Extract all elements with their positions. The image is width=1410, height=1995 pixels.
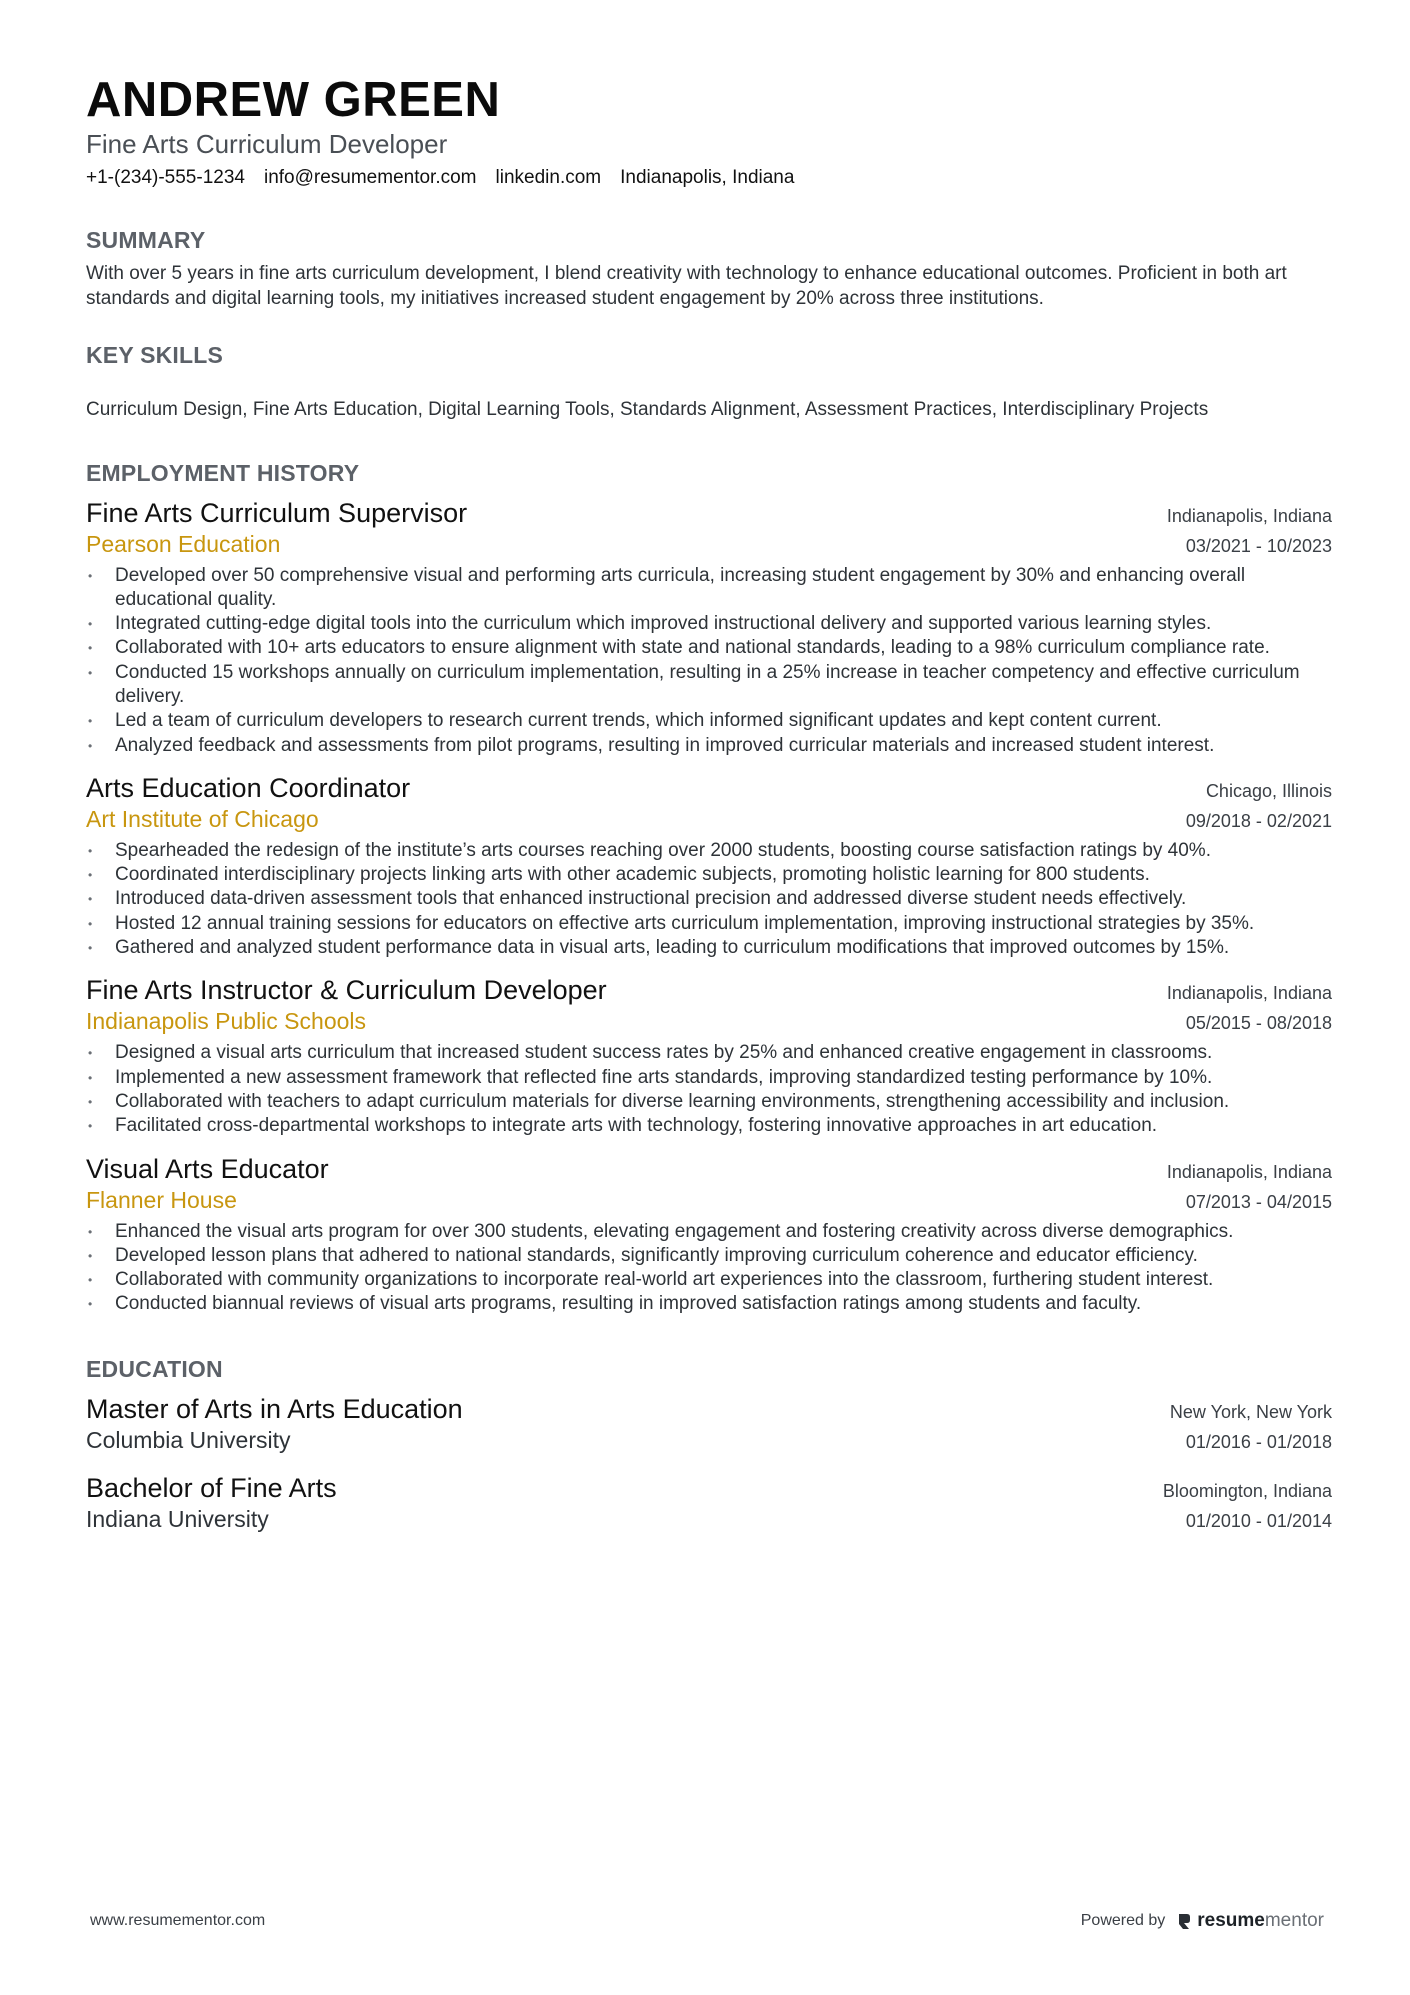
job-bullet: • Collaborated with teachers to adapt curriculum materials for diverse learning environments, strengthening accessibility and inclusion. bbox=[86, 1090, 1332, 1114]
job-bullet: • Spearheaded the redesign of the institute’s arts courses reaching over 2000 students, boosting course satisfaction ratings by 40%. bbox=[86, 839, 1332, 863]
job-title: Fine Arts Curriculum Supervisor bbox=[86, 497, 468, 528]
edu-degree: Master of Arts in Arts Education bbox=[86, 1393, 463, 1424]
powered-by-label: Powered by bbox=[1080, 1912, 1166, 1929]
job-bullet: • Collaborated with 10+ arts educators to ensure alignment with state and national standards, leading to a 98% curriculum compliance rate. bbox=[86, 636, 1332, 660]
education-entry bbox=[86, 1393, 1332, 1456]
job-bullet: • Analyzed feedback and assessments from pilot programs, resulting in improved curricular materials and increased student interest. bbox=[86, 734, 1332, 758]
job-bullet: • Collaborated with community organizations to incorporate real-world art experiences into the classroom, furthering student interest. bbox=[86, 1268, 1332, 1292]
footer-brand bbox=[1081, 1910, 1324, 1932]
job-header-row bbox=[86, 497, 1332, 530]
edu-school: Indiana University bbox=[86, 1505, 269, 1532]
contact-location: Indianapolis, Indiana bbox=[620, 167, 795, 188]
job-subheader-row bbox=[86, 1007, 1332, 1037]
candidate-name: ANDREW GREEN bbox=[86, 73, 501, 127]
job-location: Indianapolis, Indiana bbox=[1166, 983, 1332, 1004]
brand-name-rest: mentor bbox=[1264, 1910, 1324, 1931]
edu-dates: 01/2016 - 01/2018 bbox=[1185, 1431, 1332, 1452]
job-company: Pearson Education bbox=[86, 530, 281, 557]
brand-logo-icon bbox=[1177, 1912, 1191, 1930]
resume-page bbox=[86, 72, 1332, 1535]
job-title: Arts Education Coordinator bbox=[86, 772, 411, 803]
edu-dates: 01/2010 - 01/2014 bbox=[1185, 1510, 1332, 1531]
job-location: Indianapolis, Indiana bbox=[1166, 505, 1332, 526]
job-bullets bbox=[86, 1041, 1332, 1138]
job-subheader-row bbox=[86, 1186, 1332, 1216]
job-company: Flanner House bbox=[86, 1186, 237, 1213]
footer-website[interactable]: www.resumementor.com bbox=[90, 1912, 266, 1929]
job-bullet: • Led a team of curriculum developers to research current trends, which informed significant updates and kept content current. bbox=[86, 709, 1332, 733]
job-bullet: • Gathered and analyzed student performance data in visual arts, leading to curriculum modifications that improved outcomes by 15%. bbox=[86, 936, 1332, 960]
section-title: SUMMARY bbox=[86, 227, 206, 253]
contact-phone: +1-(234)-555-1234 bbox=[86, 167, 245, 188]
job-bullet: • Integrated cutting-edge digital tools into the curriculum which improved instructional delivery and supported various learning styles. bbox=[86, 612, 1332, 636]
job-dates: 03/2021 - 10/2023 bbox=[1185, 535, 1332, 556]
job-title: Fine Arts Instructor & Curriculum Developer bbox=[86, 975, 607, 1006]
job-header-row bbox=[86, 1153, 1332, 1186]
edu-subheader-row bbox=[86, 1505, 1332, 1535]
job-bullets bbox=[86, 1220, 1332, 1317]
job-dates: 09/2018 - 02/2021 bbox=[1185, 810, 1332, 831]
edu-subheader-row bbox=[86, 1426, 1332, 1456]
job-subheader-row bbox=[86, 805, 1332, 835]
brand-logo bbox=[1177, 1910, 1324, 1932]
job-entry bbox=[86, 1153, 1332, 1317]
education-entry bbox=[86, 1472, 1332, 1535]
job-bullet: • Designed a visual arts curriculum that increased student success rates by 25% and enhanced creative engagement in classrooms. bbox=[86, 1041, 1332, 1065]
summary-text: With over 5 years in fine arts curriculum development, I blend creativity with technology to enhance educational outcomes. Proficient in both art standards and digital learning tools, my initiatives increased student engagement by 20% across three institutions. bbox=[86, 263, 1287, 309]
job-company: Indianapolis Public Schools bbox=[86, 1008, 367, 1035]
job-bullet: • Conducted 15 workshops annually on curriculum implementation, resulting in a 25% increase in teacher competency and effective curriculum delivery. bbox=[86, 661, 1332, 710]
education-section bbox=[86, 1355, 1332, 1535]
skills-section bbox=[86, 341, 1332, 423]
section-title: KEY SKILLS bbox=[86, 342, 224, 368]
section-title: EMPLOYMENT HISTORY bbox=[86, 459, 360, 486]
job-company: Art Institute of Chicago bbox=[86, 805, 319, 832]
job-bullet: • Hosted 12 annual training sessions for educators on effective arts curriculum implementation, improving instructional strategies by 35%. bbox=[86, 912, 1332, 936]
edu-degree: Bachelor of Fine Arts bbox=[86, 1472, 337, 1503]
job-bullet: • Implemented a new assessment framework that reflected fine arts standards, improving standardized testing performance by 10%. bbox=[86, 1066, 1332, 1090]
job-bullets bbox=[86, 564, 1332, 758]
section-title: EDUCATION bbox=[86, 1355, 223, 1382]
job-bullet: • Coordinated interdisciplinary projects linking arts with other academic subjects, promoting holistic learning for 800 students. bbox=[86, 863, 1332, 887]
employment-section bbox=[86, 459, 1332, 1317]
education-list bbox=[86, 1393, 1332, 1535]
edu-location: New York, New York bbox=[1169, 1401, 1332, 1422]
job-dates: 07/2013 - 04/2015 bbox=[1185, 1191, 1332, 1212]
candidate-title: Fine Arts Curriculum Developer bbox=[86, 129, 448, 159]
contact-linkedin[interactable]: linkedin.com bbox=[495, 167, 602, 188]
jobs-list bbox=[86, 497, 1332, 1317]
brand-name-bold: resume bbox=[1197, 1910, 1265, 1931]
job-entry bbox=[86, 974, 1332, 1138]
job-bullets bbox=[86, 839, 1332, 960]
skills-text: Curriculum Design, Fine Arts Education, Digital Learning Tools, Standards Alignment, Assessment Practices, Interdisciplinary Projects bbox=[86, 399, 1209, 420]
job-bullet: • Enhanced the visual arts program for over 300 students, elevating engagement and fostering creativity across diverse demographics. bbox=[86, 1220, 1332, 1244]
job-location: Chicago, Illinois bbox=[1205, 780, 1332, 801]
footer bbox=[90, 1910, 1324, 1932]
job-subheader-row bbox=[86, 530, 1332, 560]
edu-school: Columbia University bbox=[86, 1426, 291, 1453]
edu-header-row bbox=[86, 1393, 1332, 1426]
job-bullet: • Introduced data-driven assessment tools that enhanced instructional precision and addressed diverse student needs effectively. bbox=[86, 887, 1332, 911]
job-bullet: • Facilitated cross-departmental workshops to integrate arts with technology, fostering innovative approaches in art education. bbox=[86, 1114, 1332, 1138]
edu-header-row bbox=[86, 1472, 1332, 1505]
job-bullet: • Developed over 50 comprehensive visual and performing arts curricula, increasing student engagement by 30% and enhancing overall educational quality. bbox=[86, 564, 1332, 613]
edu-location: Bloomington, Indiana bbox=[1162, 1480, 1332, 1501]
job-bullet: • Conducted biannual reviews of visual arts programs, resulting in improved satisfaction ratings among students and faculty. bbox=[86, 1292, 1332, 1316]
job-location: Indianapolis, Indiana bbox=[1166, 1161, 1332, 1182]
summary-section bbox=[86, 226, 1332, 311]
contact-bar bbox=[86, 166, 1332, 190]
contact-email[interactable]: info@resumementor.com bbox=[263, 167, 477, 188]
job-entry bbox=[86, 497, 1332, 758]
job-title: Visual Arts Educator bbox=[86, 1153, 329, 1184]
job-entry bbox=[86, 772, 1332, 960]
job-header-row bbox=[86, 974, 1332, 1007]
job-header-row bbox=[86, 772, 1332, 805]
job-bullet: • Developed lesson plans that adhered to national standards, significantly improving curriculum coherence and educator efficiency. bbox=[86, 1244, 1332, 1268]
job-dates: 05/2015 - 08/2018 bbox=[1185, 1013, 1332, 1034]
